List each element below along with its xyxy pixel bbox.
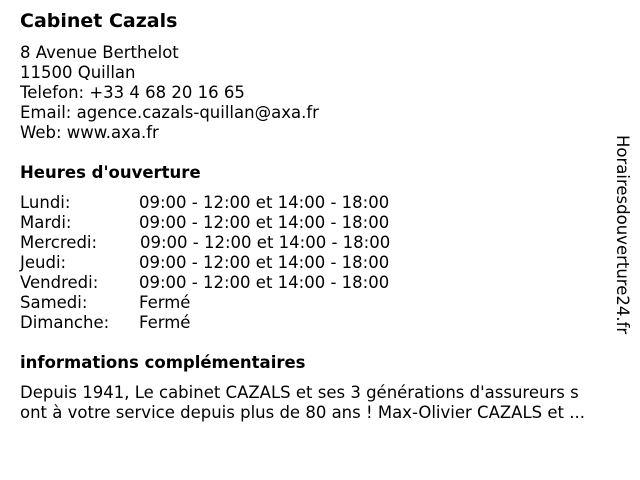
day-label: Mardi: xyxy=(20,213,72,232)
hours-row-saturday xyxy=(20,293,440,313)
phone-text: Telefon: +33 4 68 20 16 65 xyxy=(20,83,245,102)
time-value: Fermé xyxy=(139,313,191,332)
email-text: Email: agence.cazals-quillan@axa.fr xyxy=(20,103,319,122)
hours-row-thursday xyxy=(20,253,440,273)
day-label: Lundi: xyxy=(20,193,71,212)
day-label: Jeudi: xyxy=(20,253,67,272)
hours-table xyxy=(20,193,440,333)
business-name: Cabinet Cazals xyxy=(20,10,178,32)
hours-row-monday xyxy=(20,193,440,213)
day-label: Dimanche: xyxy=(20,313,110,332)
time-value: 09:00 - 12:00 et 14:00 - 18:00 xyxy=(139,273,390,292)
site-watermark: Horairesdouverture24.fr xyxy=(613,135,632,335)
contact-block xyxy=(20,43,319,143)
info-description xyxy=(20,383,620,423)
day-label: Mercredi: xyxy=(20,233,98,252)
address-city: 11500 Quillan xyxy=(20,63,136,82)
hours-row-tuesday xyxy=(20,213,440,233)
hours-row-sunday xyxy=(20,313,440,333)
day-label: Samedi: xyxy=(20,293,88,312)
time-value: 09:00 - 12:00 et 14:00 - 18:00 xyxy=(140,233,391,252)
time-value: 09:00 - 12:00 et 14:00 - 18:00 xyxy=(139,253,390,272)
address-street: 8 Avenue Berthelot xyxy=(20,43,179,62)
web-text: Web: www.axa.fr xyxy=(20,123,159,142)
hours-row-friday xyxy=(20,273,440,293)
info-line-2: ont à votre service depuis plus de 80 ans ! Max-Olivier CAZALS et ... xyxy=(20,403,585,422)
time-value: 09:00 - 12:00 et 14:00 - 18:00 xyxy=(139,213,390,232)
time-value: 09:00 - 12:00 et 14:00 - 18:00 xyxy=(139,193,390,212)
hours-heading: Heures d'ouverture xyxy=(20,163,201,182)
info-line-1: Depuis 1941, Le cabinet CAZALS et ses 3 générations d'assureurs s xyxy=(20,383,579,402)
hours-row-wednesday xyxy=(20,233,440,253)
time-value: Fermé xyxy=(139,293,191,312)
info-heading: informations complémentaires xyxy=(20,353,306,372)
day-label: Vendredi: xyxy=(20,273,99,292)
